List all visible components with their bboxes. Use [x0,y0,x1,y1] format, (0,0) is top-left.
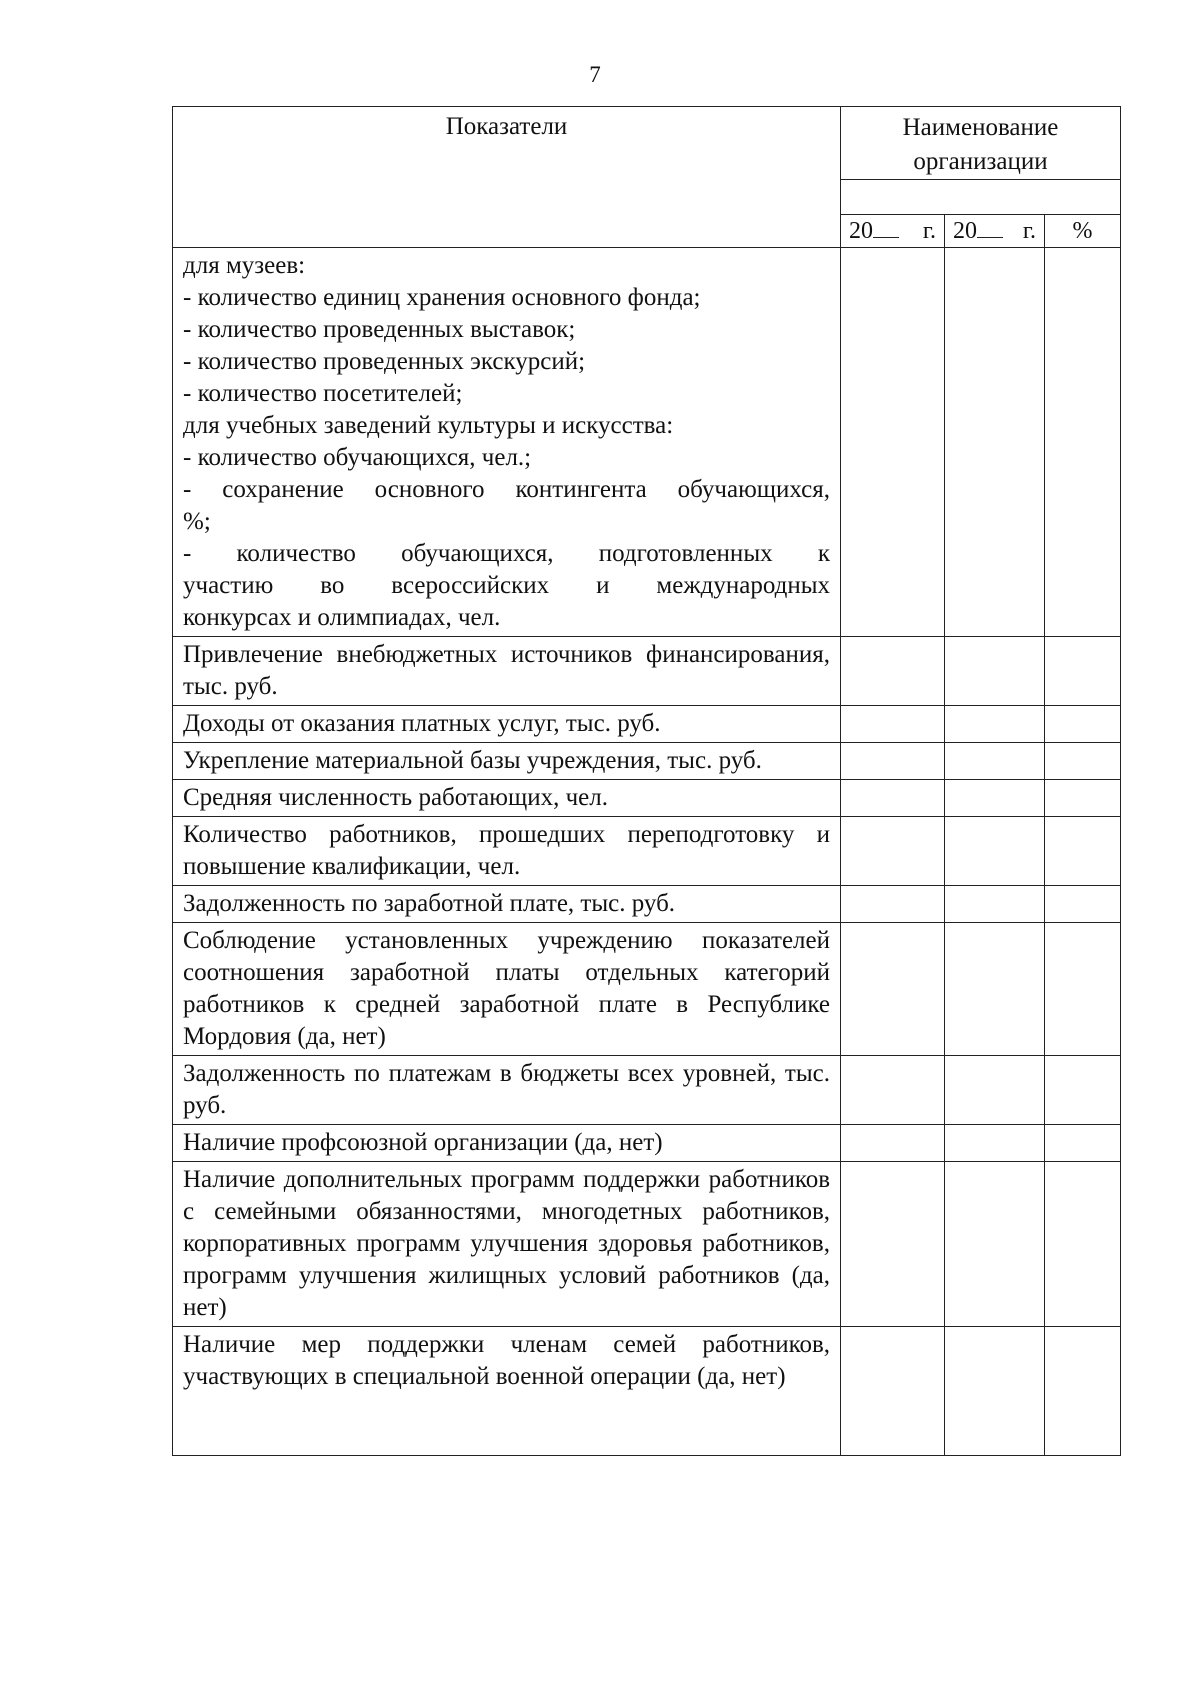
row-11-cell-percent [1045,1162,1121,1327]
row-1-cell-year-2 [945,248,1045,637]
header-organization-blank [841,180,1121,215]
row-6-cell-year-1 [841,817,945,886]
table-row [173,1162,1121,1327]
row-8-indicator: Соблюдение установленных учреждению показателей соотношения заработной платы отдельных категорий работников к средней заработной плате в Республике Мордовия (да, нет) [173,923,841,1056]
table-row [173,706,1121,743]
row-4-cell-year-1 [841,743,945,780]
page-number-text: 7 [589,62,601,87]
row-1-cell-percent [1045,248,1121,637]
row-8-cell-percent [1045,923,1121,1056]
row-1-line-1: для музеев: [183,252,306,279]
row-1-line-6: для учебных заведений культуры и искусства: [183,412,674,439]
row-12-cell-percent [1045,1327,1121,1456]
row-1-line-8: - сохранение основного контингента обучающихся, [183,476,830,503]
row-1-line-2: - количество единиц хранения основного фонда; [183,284,701,311]
row-7-indicator: Задолженность по заработной плате, тыс. руб. [173,886,841,923]
row-10-cell-percent [1045,1125,1121,1162]
row-1-line-7: - количество обучающихся, чел.; [183,444,532,471]
row-9-cell-percent [1045,1056,1121,1125]
row-2-cell-percent [1045,637,1121,706]
row-11-indicator: Наличие дополнительных программ поддержки работников с семейными обязанностями, многодетных работников, корпоративных программ улучшения здоровья работников, программ улучшения жилищных условий работников (да, нет) [173,1162,841,1327]
row-10-indicator: Наличие профсоюзной организации (да, нет) [173,1125,841,1162]
row-5-cell-year-1 [841,780,945,817]
table-row [173,248,1121,637]
row-7-cell-year-1 [841,886,945,923]
year-2-blank [977,215,1003,238]
page-number [0,62,1200,88]
row-12-cell-year-1 [841,1327,945,1456]
row-8-cell-year-2 [945,923,1045,1056]
row-9-cell-year-2 [945,1056,1045,1125]
table-row [173,1056,1121,1125]
row-6-cell-percent [1045,817,1121,886]
row-12-indicator: Наличие мер поддержки членам семей работников, участвующих в специальной военной операции (да, нет) [173,1327,841,1456]
year-1-blank [873,215,899,238]
row-3-cell-year-2 [945,706,1045,743]
row-1-line-12: конкурсах и олимпиадах, чел. [183,604,501,631]
row-3-indicator: Доходы от оказания платных услуг, тыс. руб. [173,706,841,743]
row-5-cell-year-2 [945,780,1045,817]
row-1-line-10: - количество обучающихся, подготовленных к [183,540,830,567]
row-12-cell-year-2 [945,1327,1045,1456]
table-row [173,1125,1121,1162]
row-5-indicator: Средняя численность работающих, чел. [173,780,841,817]
header-indicators: Показатели [173,107,841,248]
row-2-indicator: Привлечение внебюджетных источников финансирования, тыс. руб. [173,637,841,706]
row-4-cell-percent [1045,743,1121,780]
header-percent: % [1045,215,1121,248]
row-10-cell-year-1 [841,1125,945,1162]
row-1-line-3: - количество проведенных выставок; [183,316,576,343]
row-11-cell-year-2 [945,1162,1045,1327]
row-2-cell-year-1 [841,637,945,706]
header-year-2 [945,215,1045,248]
indicators-table [172,106,1121,1456]
row-1-line-4: - количество проведенных экскурсий; [183,348,586,375]
table-row [173,637,1121,706]
row-7-cell-year-2 [945,886,1045,923]
row-5-cell-percent [1045,780,1121,817]
row-11-cell-year-1 [841,1162,945,1327]
row-9-indicator: Задолженность по платежам в бюджеты всех уровней, тыс. руб. [173,1056,841,1125]
row-6-cell-year-2 [945,817,1045,886]
row-3-cell-year-1 [841,706,945,743]
row-6-indicator: Количество работников, прошедших переподготовку и повышение квалификации, чел. [173,817,841,886]
row-2-cell-year-2 [945,637,1045,706]
table-row [173,886,1121,923]
row-1-cell-year-1 [841,248,945,637]
row-10-cell-year-2 [945,1125,1045,1162]
table-row [173,1327,1121,1456]
header-row-1 [173,107,1121,180]
year-1-suffix: г. [922,218,936,244]
row-1-line-5: - количество посетителей; [183,380,463,407]
row-9-cell-year-1 [841,1056,945,1125]
row-7-cell-percent [1045,886,1121,923]
row-8-cell-year-1 [841,923,945,1056]
table-row [173,817,1121,886]
row-4-indicator: Укрепление материальной базы учреждения, тыс. руб. [173,743,841,780]
row-1-line-9: %; [183,508,211,535]
header-organization: Наименование организации [841,107,1121,180]
year-2-suffix: г. [1022,218,1036,244]
header-year-1 [841,215,945,248]
row-1-line-11: участию во всероссийских и международных [183,572,830,599]
table-row [173,743,1121,780]
year-1-prefix: 20 [849,218,873,244]
table-row [173,780,1121,817]
row-4-cell-year-2 [945,743,1045,780]
year-2-prefix: 20 [953,218,977,244]
row-3-cell-percent [1045,706,1121,743]
row-1-indicator [173,248,841,637]
table-row [173,923,1121,1056]
